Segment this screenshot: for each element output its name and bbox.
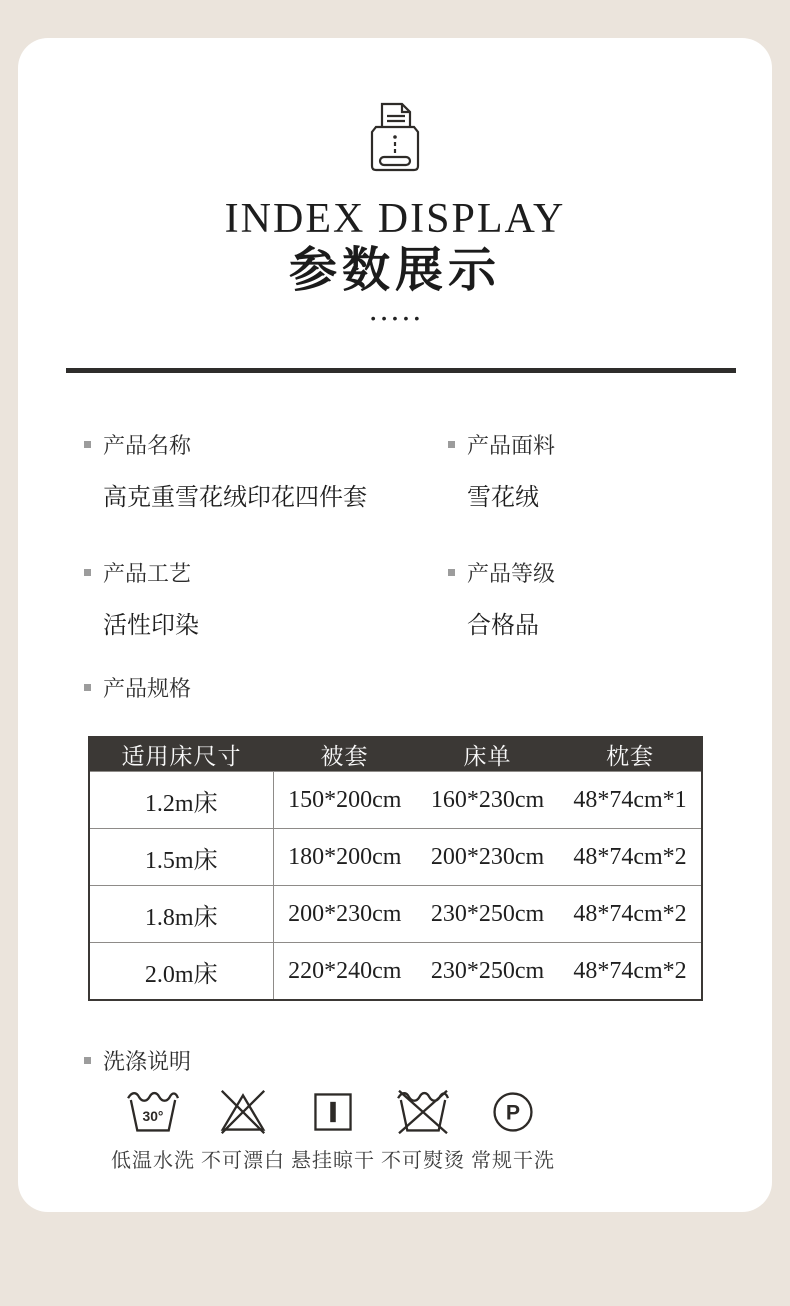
hang-dry-icon [309, 1088, 357, 1136]
dots-decoration: ••••• [370, 309, 426, 326]
svg-text:P: P [505, 1101, 521, 1125]
square-bullet-icon [84, 569, 91, 576]
dry-clean-icon [489, 1088, 537, 1136]
table-cell: 2.0m床 [89, 943, 273, 1000]
field-label-text: 产品面料 [467, 432, 556, 458]
field-label [448, 557, 772, 588]
table-cell: 230*250cm [416, 886, 559, 943]
field-value: 合格品 [467, 611, 539, 639]
wash-item-label: 不可漂白 [201, 1149, 285, 1172]
no-bleach-icon [214, 1088, 272, 1136]
page-title: 参数展示 [288, 244, 501, 298]
field-label [84, 557, 448, 588]
table-column-header: 枕套 [559, 737, 702, 772]
table-cell: 48*74cm*2 [559, 943, 702, 1000]
title-english: INDEX DISPLAY [224, 196, 566, 242]
spec-section-label [84, 672, 772, 703]
field-value: 活性印染 [103, 611, 199, 639]
no-iron-icon [394, 1088, 452, 1136]
field-label [448, 429, 772, 460]
square-bullet-icon [84, 1057, 91, 1064]
wash-item-hang-dry [288, 1088, 378, 1173]
table-cell: 150*200cm [273, 772, 416, 829]
table-cell: 1.2m床 [89, 772, 273, 829]
washing-icons-row [84, 1088, 772, 1173]
table-cell: 200*230cm [416, 829, 559, 886]
field-product-fabric [448, 429, 772, 512]
product-spec-card [18, 38, 772, 1212]
field-value: 雪花绒 [467, 483, 539, 511]
square-bullet-icon [84, 441, 91, 448]
table-cell: 180*200cm [273, 829, 416, 886]
size-spec-table [88, 736, 703, 1001]
table-cell: 1.5m床 [89, 829, 273, 886]
wash-30-icon [124, 1088, 182, 1136]
field-label-text: 产品等级 [467, 560, 556, 586]
field-product-name [84, 429, 448, 512]
table-column-header: 被套 [273, 737, 416, 772]
table-cell: 48*74cm*2 [559, 886, 702, 943]
wash-item-label: 不可熨烫 [381, 1149, 465, 1172]
header [18, 38, 772, 326]
product-fields [18, 373, 772, 640]
table-column-header: 适用床尺寸 [89, 737, 273, 772]
table-cell: 160*230cm [416, 772, 559, 829]
wash-item-low-temp [108, 1088, 198, 1173]
table-cell: 200*230cm [273, 886, 416, 943]
table-cell: 48*74cm*2 [559, 829, 702, 886]
square-bullet-icon [448, 441, 455, 448]
table-cell: 48*74cm*1 [559, 772, 702, 829]
svg-text:30°: 30° [142, 1108, 164, 1125]
field-product-craft [84, 557, 448, 640]
table-row [89, 886, 702, 943]
table-row [89, 772, 702, 829]
field-label [84, 429, 448, 460]
square-bullet-icon [448, 569, 455, 576]
wash-item-no-bleach [198, 1088, 288, 1173]
table-row [89, 829, 702, 886]
field-label-text: 产品名称 [103, 432, 192, 458]
wash-item-label: 悬挂晾干 [291, 1149, 375, 1172]
spec-section [18, 672, 772, 1001]
table-cell: 1.8m床 [89, 886, 273, 943]
field-label-text: 产品工艺 [103, 560, 192, 586]
wash-item-label: 常规干洗 [471, 1149, 555, 1172]
wash-item-dry-clean [468, 1088, 558, 1173]
washing-section-label [84, 1045, 772, 1076]
field-value: 高克重雪花绒印花四件套 [103, 483, 367, 511]
wash-item-label: 低温水洗 [111, 1149, 195, 1172]
table-cell: 220*240cm [273, 943, 416, 1000]
section-label-text: 产品规格 [103, 675, 192, 701]
print-document-icon [367, 100, 423, 174]
table-header-row [89, 737, 702, 772]
wash-item-no-iron [378, 1088, 468, 1173]
table-cell: 230*250cm [416, 943, 559, 1000]
field-product-grade [448, 557, 772, 640]
section-label-text: 洗涤说明 [103, 1048, 192, 1074]
table-column-header: 床单 [416, 737, 559, 772]
square-bullet-icon [84, 684, 91, 691]
washing-section [18, 1045, 772, 1173]
table-row [89, 943, 702, 1000]
